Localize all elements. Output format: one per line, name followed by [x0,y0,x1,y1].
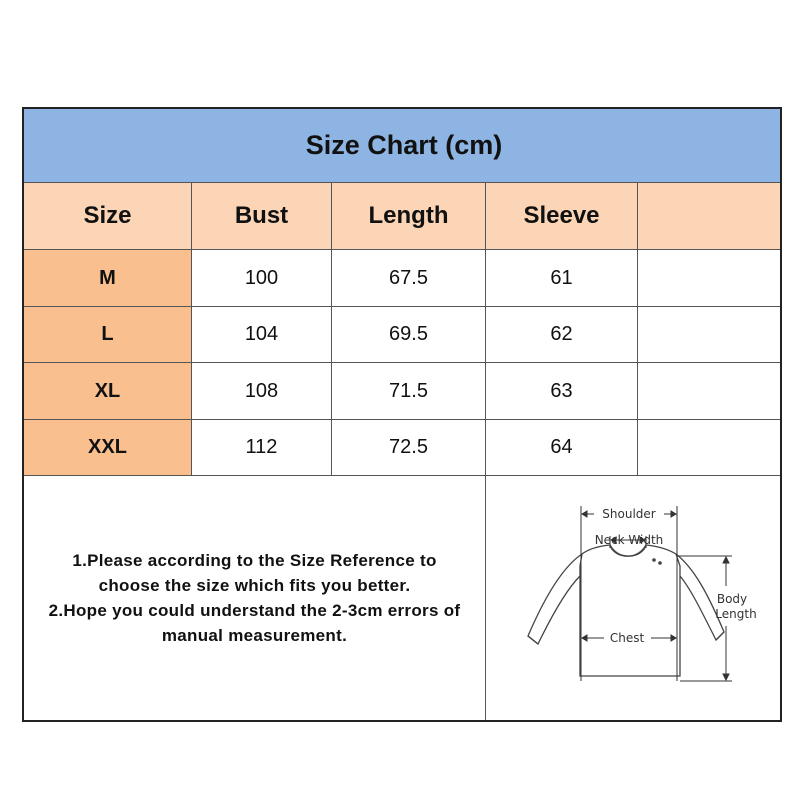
size-notes [24,476,486,720]
table-cell-length: 69.5 [332,307,486,363]
body-length-label-2: Length [715,607,757,621]
table-cell-extra [638,363,780,420]
table-row-size: XL [24,363,192,420]
table-cell-length: 67.5 [332,250,486,307]
table-cell-sleeve: 61 [486,250,638,307]
table-cell-extra [638,250,780,307]
table-cell-bust: 104 [192,307,332,363]
header-bust: Bust [192,183,332,250]
header-sleeve: Sleeve [486,183,638,250]
measurement-diagram [486,476,780,720]
table-cell-bust: 112 [192,420,332,476]
header-empty [638,183,780,250]
table-cell-sleeve: 63 [486,363,638,420]
table-cell-sleeve: 62 [486,307,638,363]
table-row-size: XXL [24,420,192,476]
table-cell-extra [638,307,780,363]
button-icon [652,558,656,562]
size-chart-sheet [22,107,782,722]
note-line: 2.Hope you could understand the 2-3cm errors of [48,601,461,620]
table-cell-sleeve: 64 [486,420,638,476]
header-size: Size [24,183,192,250]
table-row-size: M [24,250,192,307]
body-length-label-1: Body [716,592,748,606]
table-cell-extra [638,420,780,476]
shoulder-label: Shoulder [602,507,656,521]
header-length: Length [332,183,486,250]
table-cell-length: 71.5 [332,363,486,420]
table-cell-bust: 100 [192,250,332,307]
note-line: manual measurement. [161,626,348,645]
table-row-size: L [24,307,192,363]
table-cell-bust: 108 [192,363,332,420]
note-line: choose the size which fits you better. [98,576,411,595]
button-icon [658,561,662,565]
neck-width-label: Neck Width [594,533,664,547]
chart-title: Size Chart (cm) [24,109,780,183]
note-line: 1.Please according to the Size Reference to [72,551,437,570]
chest-label: Chest [609,631,645,645]
table-cell-length: 72.5 [332,420,486,476]
sweater-diagram [486,476,780,720]
sweater-body-outline [580,545,680,676]
